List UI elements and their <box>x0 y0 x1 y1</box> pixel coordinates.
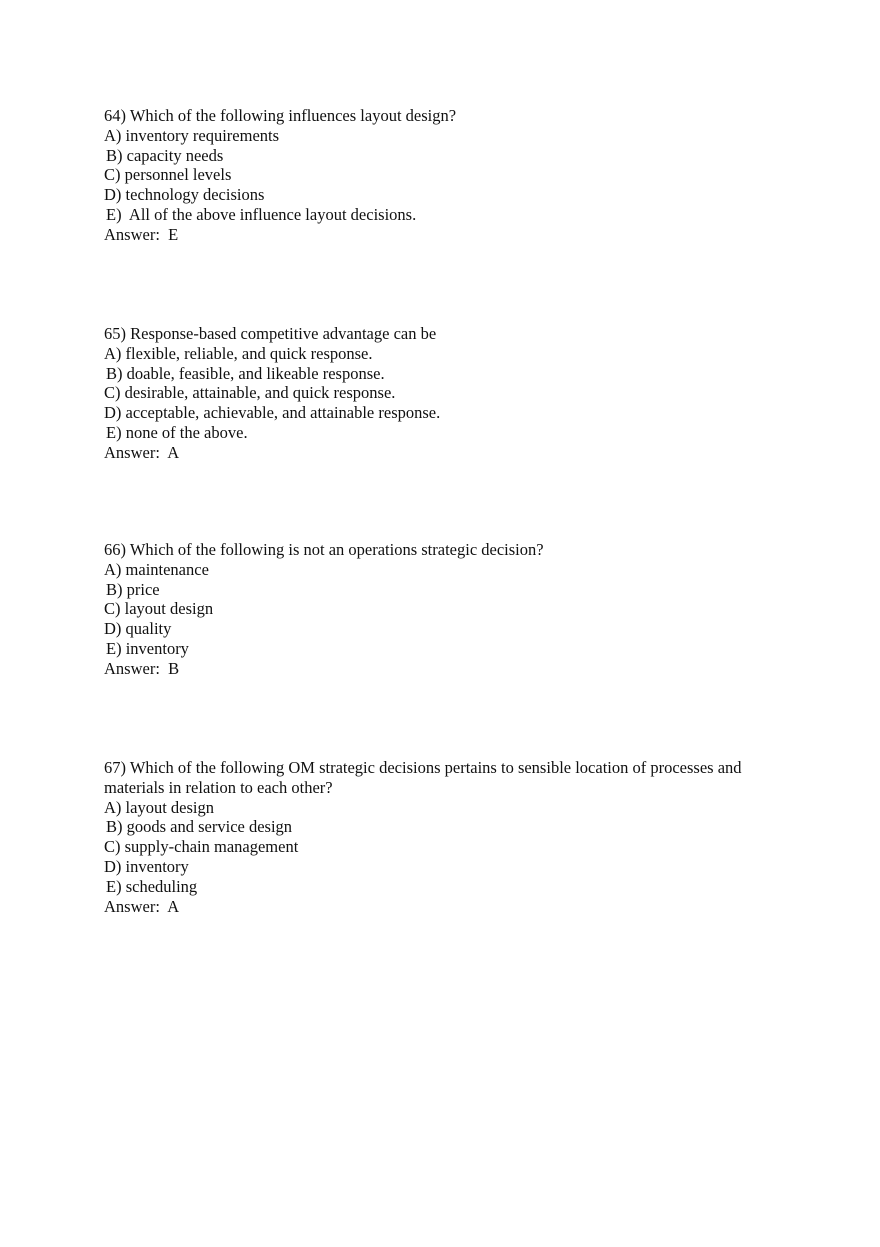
option-a: A) maintenance <box>104 559 209 579</box>
option-d: D) inventory <box>104 856 189 876</box>
option-d: D) technology decisions <box>104 185 265 205</box>
option-c: C) layout design <box>104 599 214 619</box>
question-stem: 64) Which of the following influences layout design? <box>104 106 457 125</box>
option-a: A) layout design <box>104 797 214 817</box>
question-67 <box>104 758 804 916</box>
option-e: E) inventory <box>106 638 189 658</box>
question-stem: 65) Response-based competitive advantage can be <box>104 324 437 343</box>
answer-line: Answer: A <box>104 896 180 916</box>
option-e: E) none of the above. <box>106 422 248 442</box>
question-64 <box>104 106 804 245</box>
option-b: B) doable, feasible, and likeable response. <box>106 363 385 383</box>
answer-line: Answer: E <box>104 224 179 244</box>
question-stem: 66) Which of the following is not an operations strategic decision? <box>104 540 544 559</box>
option-a: A) flexible, reliable, and quick response. <box>104 343 373 363</box>
option-a: A) inventory requirements <box>104 125 280 145</box>
option-d: D) acceptable, achievable, and attainable response. <box>104 403 441 423</box>
option-c: C) supply-chain management <box>104 837 299 857</box>
option-e: E) All of the above influence layout decisions. <box>106 204 417 224</box>
option-b: B) goods and service design <box>106 817 293 837</box>
option-b: B) capacity needs <box>106 145 224 165</box>
option-d: D) quality <box>104 619 172 639</box>
option-c: C) personnel levels <box>104 165 232 185</box>
question-66 <box>104 540 804 679</box>
answer-line: Answer: A <box>104 442 180 462</box>
option-e: E) scheduling <box>106 876 198 896</box>
option-c: C) desirable, attainable, and quick response. <box>104 383 396 403</box>
option-b: B) price <box>106 579 160 599</box>
question-65 <box>104 324 804 463</box>
question-stem: 67) Which of the following OM strategic decisions pertains to sensible location of processes and materials in relation to each other? <box>104 758 746 797</box>
answer-line: Answer: B <box>104 658 180 678</box>
